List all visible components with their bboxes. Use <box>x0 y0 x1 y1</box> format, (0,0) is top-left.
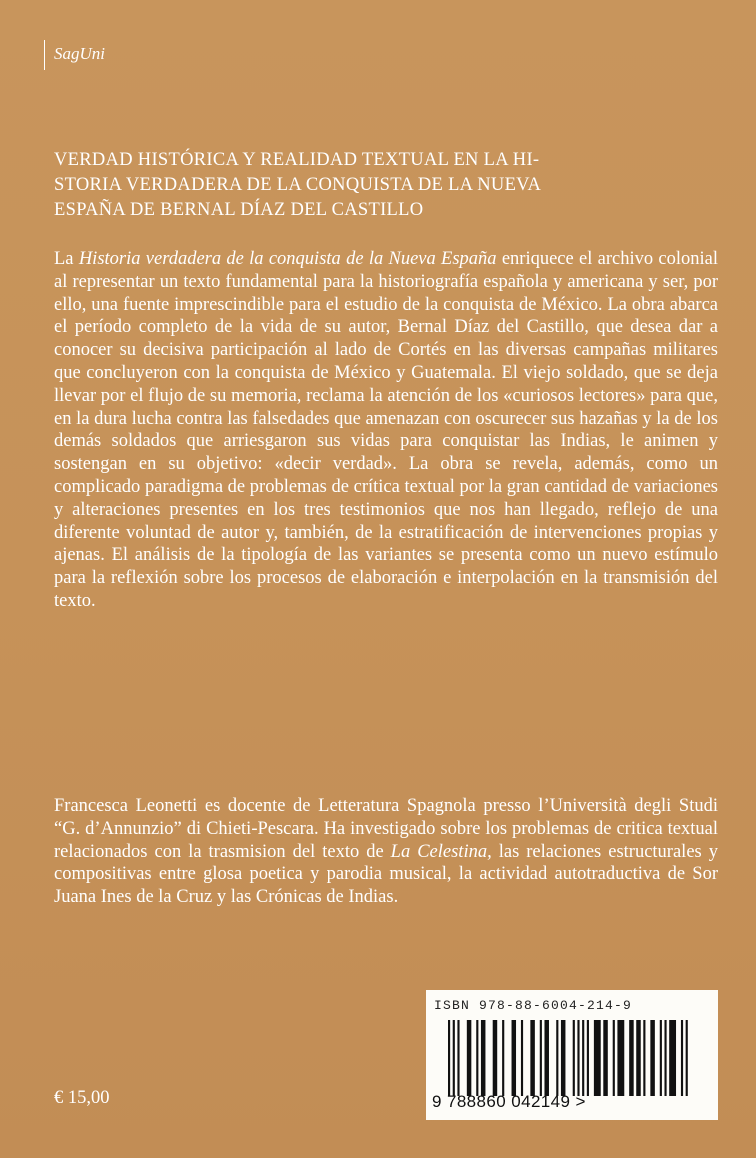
barcode-bar <box>577 1020 579 1096</box>
barcode-bar <box>636 1020 641 1096</box>
barcode-bar <box>613 1020 615 1096</box>
barcode-bar <box>457 1020 459 1096</box>
barcode-bar <box>481 1020 486 1096</box>
barcode-bar <box>643 1020 645 1096</box>
barcode-graphic <box>448 1020 688 1096</box>
barcode-bar <box>540 1020 542 1096</box>
barcode-bar <box>467 1020 472 1096</box>
abstract-text: enriquece el archivo colonial al representar un texto fundamental para la historiografía española y americana y ser, por ello, una fuente imprescindible para el estudio de la conquista de México. La obra abarca el período completo de la vida de su autor, Bernal Díaz del Castillo, que desea dar a conocer su decisiva participación al lado de Cortés en las diversas campañas militares que concluyeron con la conquista de México y Guatemala. El viejo soldado, que se deja llevar por el flujo de su memoria, reclama la atención de los «curiosos lectores» para que, en la dura lucha contra las falsedades que amenazan con oscurecer sus hazañas y la de los demás soldados que arriesgaron sus vidas para conquistar las Indias, le animen y sostengan en su objetivo: «decir verdad». La obra se revela, además, como un complicado paradigma de problemas de crítica textual por la gran cantidad de variaciones y alteraciones presentes en los tres testimonios que nos han llegado, reflejo de una diferente voluntad de autor y, también, de la estratificación de intervenciones propias y ajenas. El análisis de la tipología de las variantes se presenta como un nuevo estímulo para la reflexión sobre los procesos de elaboración e interpolación en la transmisión del texto. <box>54 249 719 611</box>
barcode-bar <box>617 1020 624 1096</box>
abstract-lead: La <box>54 249 79 269</box>
bio-work-title: La Celestina, <box>390 841 492 862</box>
book-title <box>54 148 716 223</box>
isbn-barcode-block <box>426 990 718 1120</box>
bio-text: Francesca Leonetti es docente de Letteratura Spagnola presso l’Università degli Studi “G. d’Annunzio” di Chieti-Pescara. Ha investigado sobre los problemas de critica textual relacionados con la trasmision del texto de <box>54 796 718 862</box>
book-title-line: STORIA VERDADERA DE LA CONQUISTA DE LA NUEVA <box>54 175 542 195</box>
barcode-bar <box>502 1020 504 1096</box>
barcode-bar <box>561 1020 566 1096</box>
barcode-bar <box>573 1020 575 1096</box>
barcode-bar <box>660 1020 662 1096</box>
isbn-label: ISBN 978-88-6004-214-9 <box>434 998 633 1013</box>
barcode-bar <box>556 1020 558 1096</box>
barcode-bar <box>629 1020 634 1096</box>
barcode-bar <box>512 1020 517 1096</box>
abstract-work-title: Historia verdadera de la conquista de la Nueva España <box>78 249 497 269</box>
barcode-digits: 9 788860 042149 > <box>432 1092 586 1111</box>
book-title-line: VERDAD HISTÓRICA Y REALIDAD TEXTUAL EN LA HI- <box>54 150 540 170</box>
book-title-line: ESPAÑA DE BERNAL DÍAZ DEL CASTILLO <box>54 200 424 220</box>
barcode-bar <box>664 1020 666 1096</box>
barcode-bar <box>448 1020 450 1096</box>
barcode-bar <box>544 1020 549 1096</box>
barcode-bar <box>669 1020 676 1096</box>
series-divider <box>44 40 45 70</box>
barcode-bar <box>530 1020 535 1096</box>
barcode-bar <box>594 1020 601 1096</box>
barcode-bar <box>582 1020 584 1096</box>
barcode-bar <box>603 1020 608 1096</box>
barcode-bar <box>493 1020 498 1096</box>
abstract-paragraph <box>54 248 718 613</box>
bio-text-end: las relaciones estructurales y compositivas entre glosa poetica y parodia musical, la actividad autotraductiva de Sor Juana Ines de la Cruz y las Crónicas de Indias. <box>54 841 718 908</box>
author-bio-paragraph <box>54 795 718 909</box>
barcode-bar <box>453 1020 455 1096</box>
barcode-bar <box>686 1020 688 1096</box>
barcode-bar <box>587 1020 589 1096</box>
price: € 15,00 <box>54 1088 110 1108</box>
barcode-bar <box>521 1020 523 1096</box>
barcode-bar <box>476 1020 478 1096</box>
series-name: SagUni <box>54 44 105 63</box>
barcode-bar <box>681 1020 683 1096</box>
barcode-bar <box>650 1020 655 1096</box>
